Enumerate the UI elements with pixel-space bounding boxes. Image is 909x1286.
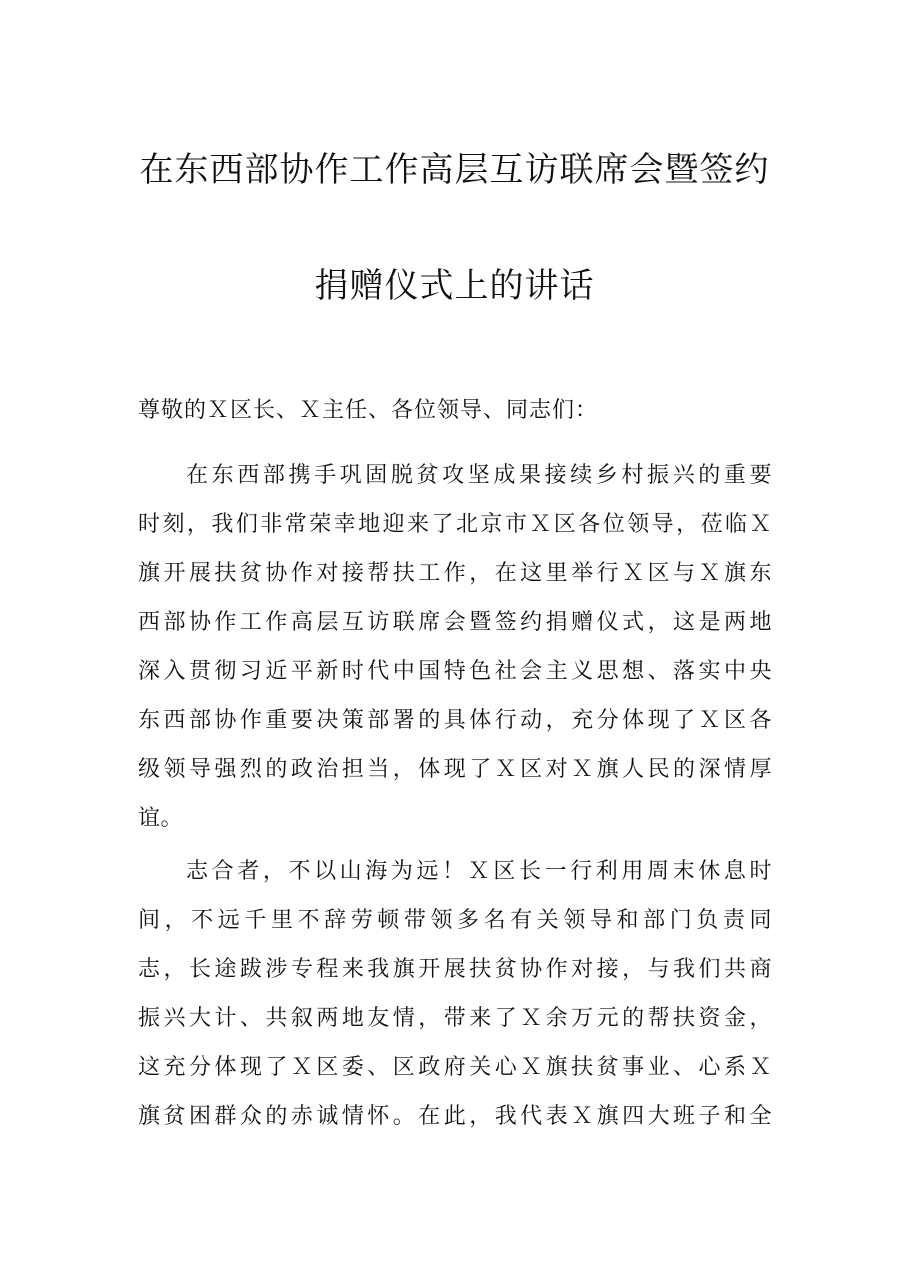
paragraph-line: 振兴大计、共叙两地友情，带来了Ｘ余万元的帮扶资金， <box>138 1006 772 1031</box>
paragraph-line: 旗贫困群众的赤诚情怀。在此，我代表Ｘ旗四大班子和全 <box>138 1104 772 1129</box>
paragraph-2 <box>138 847 772 1141</box>
paragraph-line: 东西部协作重要决策部署的具体行动，充分体现了Ｘ区各 <box>138 708 772 733</box>
paragraph-line: 谊。 <box>138 806 184 831</box>
paragraph-line: 深入贯彻习近平新时代中国特色社会主义思想、落实中央 <box>138 659 772 684</box>
paragraph-1 <box>138 451 772 843</box>
paragraph-line: 旗开展扶贫协作对接帮扶工作，在这里举行Ｘ区与Ｘ旗东 <box>138 561 772 586</box>
paragraph-line: 这充分体现了Ｘ区委、区政府关心Ｘ旗扶贫事业、心系Ｘ <box>138 1055 772 1080</box>
title-line-2: 捐赠仪式上的讲话 <box>314 266 595 306</box>
paragraph-line: 时刻，我们非常荣幸地迎来了北京市Ｘ区各位领导，莅临Ｘ <box>138 512 772 537</box>
paragraph-line: 志合者，不以山海为远！Ｘ区长一行利用周末休息时 <box>186 859 772 884</box>
title-line-1: 在东西部协作工作高层互访联席会暨签约 <box>139 150 770 190</box>
paragraph-line: 志，长途跋涉专程来我旗开展扶贫协作对接，与我们共商 <box>138 957 772 982</box>
paragraph-line: 在东西部携手巩固脱贫攻坚成果接续乡村振兴的重要 <box>186 463 772 488</box>
paragraph-line: 级领导强烈的政治担当，体现了Ｘ区对Ｘ旗人民的深情厚 <box>138 757 772 782</box>
paragraph-line: 西部协作工作高层互访联席会暨签约捐赠仪式，这是两地 <box>138 610 772 635</box>
paragraph-line: 间，不远千里不辞劳顿带领多名有关领导和部门负责同 <box>138 908 772 933</box>
salutation: 尊敬的Ｘ区长、Ｘ主任、各位领导、同志们： <box>138 398 599 423</box>
